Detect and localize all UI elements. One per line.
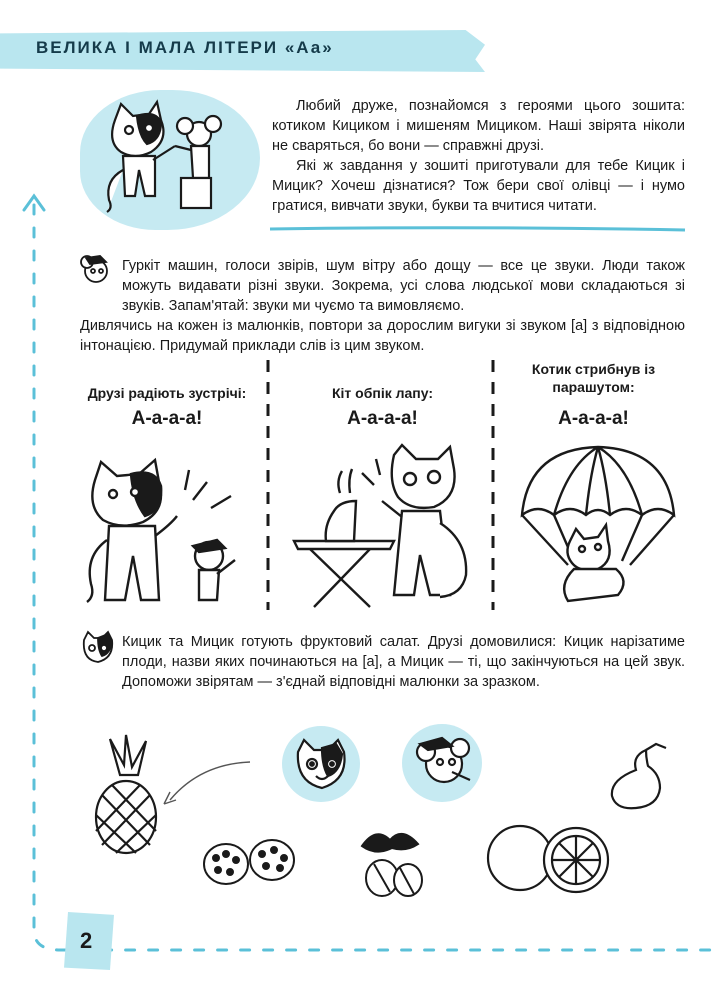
task1-paragraph-1: Гуркіт машин, голоси звірів, шум вітру або дощу — все це звуки. Люди також можуть видавати різні звуки. Зокрема, усі слова людської мови складаються зі звуків. Запам'ятай: звуки ми чуємо та вимовляємо. [122,258,685,314]
panel2-cry: А-а-а-а! [347,408,418,429]
friends-meeting-illustration [85,460,255,610]
task2-text [122,632,685,692]
parachute-cat-illustration [518,445,678,615]
example-arrow [160,758,255,808]
panel1-caption: Друзі радіють зустрічі: [87,385,247,401]
oranges-icon [484,822,614,894]
page-title: ВЕЛИКА І МАЛА ЛІТЕРИ «Аа» [36,38,334,57]
intro-paragraph-2: Які ж завдання у зошиті приготували для тебе Кицик і Мицик? Хочеш дізнатися? Тож бери свої олівці — і нумо гратися, вивчати звуки, букви та вчитися читати. [272,158,685,214]
panel1-cry: А-а-а-а! [131,408,203,429]
gooseberries-icon [352,826,432,902]
raspberries-icon [200,830,300,890]
cat-task-icon [80,630,116,666]
page-number: 2 [80,928,93,953]
panel3-cry: А-а-а-а! [558,408,629,429]
panel3-caption: Котик стрибнув із парашутом: [531,361,656,395]
cat-head [294,738,348,792]
panel2-caption: Кіт обпік лапу: [331,385,434,401]
cat-burned-paw-illustration [290,445,480,610]
task2-paragraph: Кицик та Мицик готують фруктовий салат. Друзі домовилися: Кицик нарізатиме плоди, назви яких починаються на [а], а Мицик — ті, що закінчуються на цей звук. Допоможи звірятам — з'єднай відповідні малюнки за зразком. [122,634,685,690]
pear-icon [602,740,672,812]
pineapple-icon [80,735,170,855]
task1-paragraph-2: Дивлячись на кожен із малюнків, повтори за дорослим вигуки зі звуком [а] з відповідною інтонацією. Придумай приклади слів із цим звуком. [80,318,685,354]
intro-paragraph-1: Любий друже, познайомся з героями цього зошита: котиком Кициком і мишеням Мициком. Наші звірята ніколи не сваряться, бо вони — справжні друзі. [272,98,685,154]
mouse-head [412,734,474,790]
